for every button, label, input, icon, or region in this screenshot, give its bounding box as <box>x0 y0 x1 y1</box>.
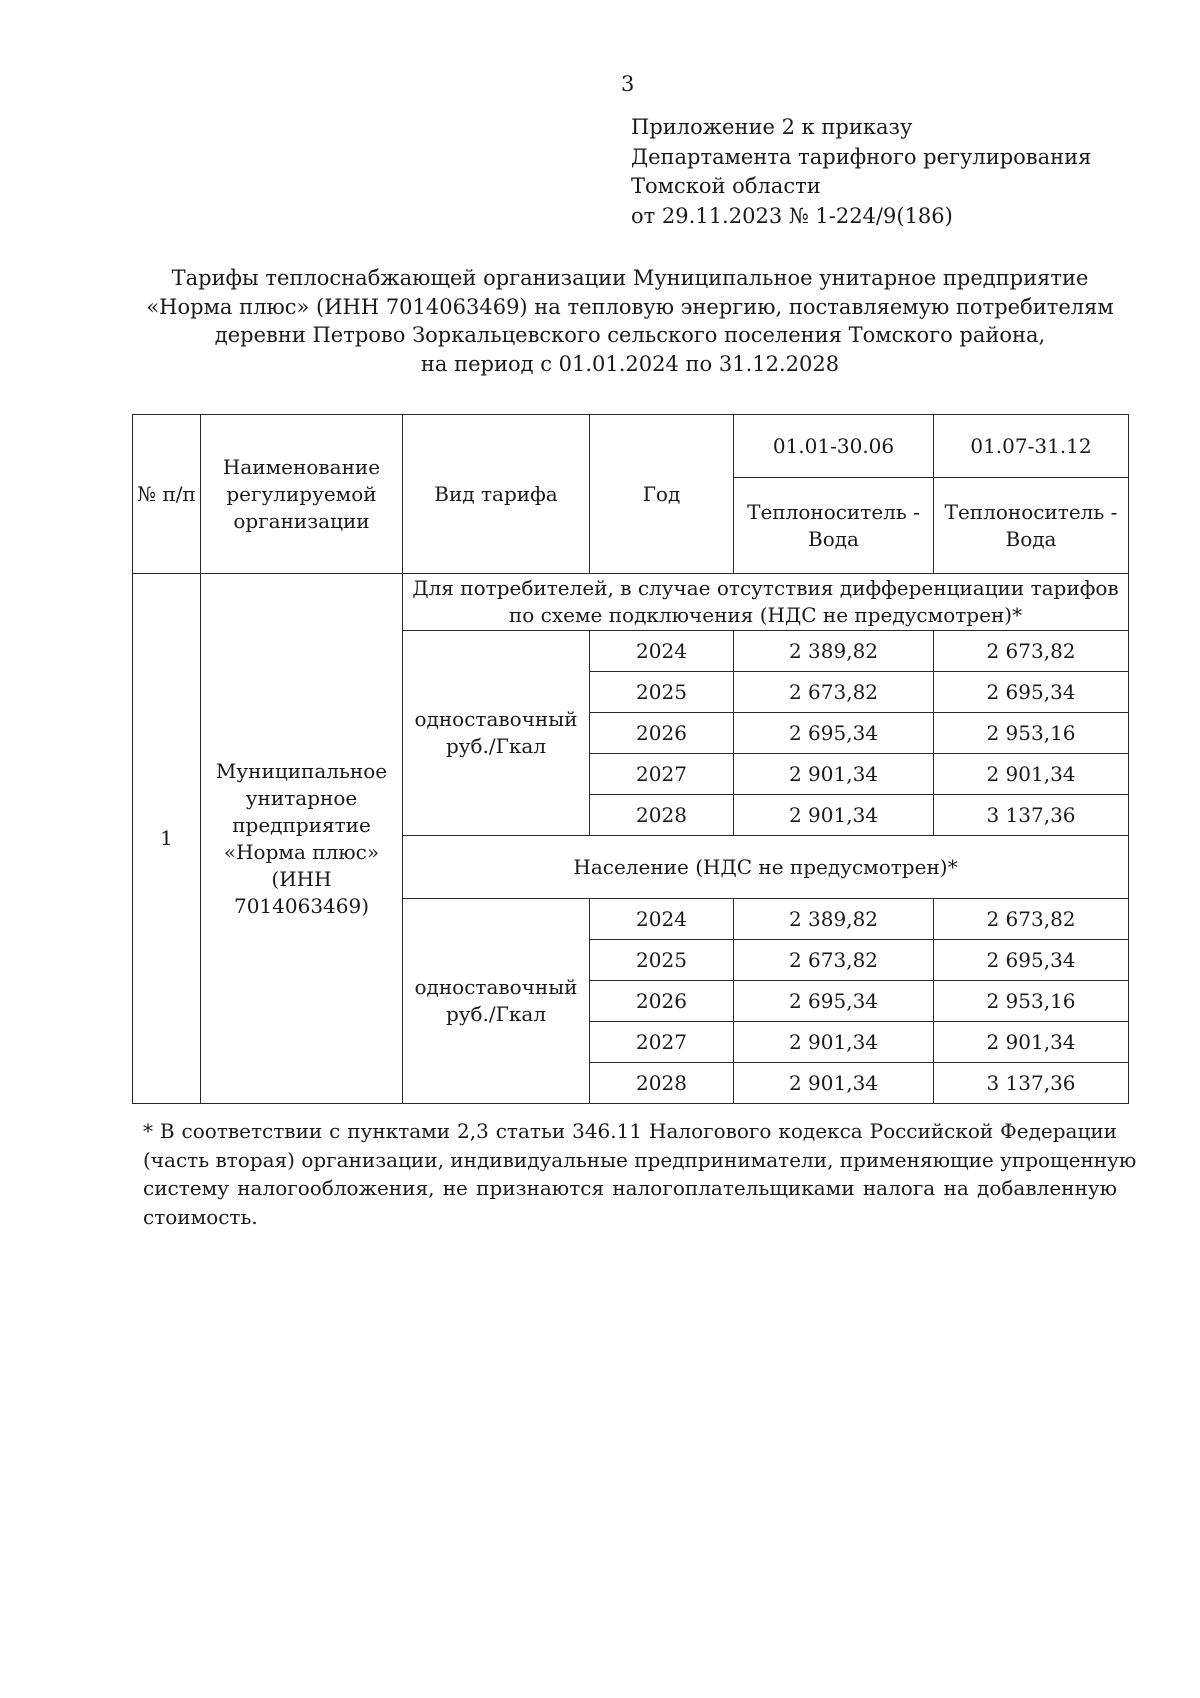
tariff-value-h1: 2 389,82 <box>734 631 934 672</box>
appendix-line: Приложение 2 к приказу <box>631 115 913 139</box>
year-cell: 2027 <box>590 1022 734 1063</box>
document-title <box>132 264 1128 378</box>
tariff-value-h2: 2 695,34 <box>934 672 1129 713</box>
year-cell: 2028 <box>590 1063 734 1104</box>
tariff-value-h2: 2 901,34 <box>934 754 1129 795</box>
tariff-value-h2: 3 137,36 <box>934 795 1129 836</box>
tariff-value-h1: 2 673,82 <box>734 940 934 981</box>
tariff-value-h1: 2 901,34 <box>734 1063 934 1104</box>
tariff-value-h1: 2 901,34 <box>734 754 934 795</box>
footnote-line: систему налогообложения, не признаются налогоплательщиками налога на добавленную <box>143 1176 1117 1200</box>
section-heading: Для потребителей, в случае отсутствия дифференциации тарифов по схеме подключения (НДС не предусмотрен)* <box>403 574 1129 631</box>
tariff-value-h1: 2 901,34 <box>734 795 934 836</box>
footnote-line: (часть вторая) организации, индивидуальные предприниматели, применяющие упрощенную <box>143 1147 1137 1172</box>
header-organization: Наименование регулируемой организации <box>201 415 403 574</box>
tariff-value-h2: 2 673,82 <box>934 631 1129 672</box>
footnote-line: * В соответствии с пунктами 2,3 статьи 346.11 Налогового кодекса Российской Федерации <box>143 1119 1117 1143</box>
header-carrier-1: Теплоноситель - Вода <box>734 478 934 574</box>
tariff-type-cell: одноставочный руб./Гкал <box>403 631 590 836</box>
title-line: «Норма плюс» (ИНН 7014063469) на тепловую энергию, поставляемую потребителям <box>146 294 1114 319</box>
tariff-value-h2: 2 953,16 <box>934 981 1129 1022</box>
year-cell: 2027 <box>590 754 734 795</box>
year-cell: 2028 <box>590 795 734 836</box>
section-heading: Население (НДС не предусмотрен)* <box>403 836 1129 899</box>
tariff-value-h2: 2 901,34 <box>934 1022 1129 1063</box>
title-line: деревни Петрово Зоркальцевского сельского поселения Томского района, <box>214 323 1046 347</box>
year-cell: 2025 <box>590 940 734 981</box>
header-tariff-type: Вид тарифа <box>403 415 590 574</box>
appendix-line: от 29.11.2023 № 1-224/9(186) <box>631 203 953 228</box>
page-number: 3 <box>621 72 635 96</box>
header-year: Год <box>590 415 734 574</box>
header-period-1: 01.01-30.06 <box>734 415 934 478</box>
tariff-value-h1: 2 901,34 <box>734 1022 934 1063</box>
organization-name: Муниципальное унитарное предприятие «Норма плюс» (ИНН 7014063469) <box>201 574 403 1104</box>
footnote <box>143 1117 1137 1231</box>
tariff-value-h2: 2 953,16 <box>934 713 1129 754</box>
header-carrier-2: Теплоноситель - Вода <box>934 478 1129 574</box>
year-cell: 2025 <box>590 672 734 713</box>
year-cell: 2024 <box>590 631 734 672</box>
footnote-line: стоимость. <box>143 1204 258 1229</box>
tariff-type-cell: одноставочный руб./Гкал <box>403 899 590 1104</box>
tariff-value-h1: 2 695,34 <box>734 713 934 754</box>
tariff-value-h1: 2 695,34 <box>734 981 934 1022</box>
tariff-value-h2: 3 137,36 <box>934 1063 1129 1104</box>
tariff-value-h2: 2 673,82 <box>934 899 1129 940</box>
title-line: на период с 01.01.2024 по 31.12.2028 <box>420 351 840 376</box>
tariff-value-h2: 2 695,34 <box>934 940 1129 981</box>
header-number: № п/п <box>133 415 201 574</box>
year-cell: 2026 <box>590 981 734 1022</box>
tariff-value-h1: 2 673,82 <box>734 672 934 713</box>
tariff-value-h1: 2 389,82 <box>734 899 934 940</box>
appendix-line: Томской области <box>631 174 821 198</box>
year-cell: 2026 <box>590 713 734 754</box>
appendix-line: Департамента тарифного регулирования <box>631 144 1092 169</box>
header-period-2: 01.07-31.12 <box>934 415 1129 478</box>
tariff-table <box>132 414 1129 1104</box>
year-cell: 2024 <box>590 899 734 940</box>
title-line: Тарифы теплоснабжающей организации Муниципальное унитарное предприятие <box>171 266 1089 290</box>
row-number: 1 <box>133 574 201 1104</box>
appendix-reference <box>631 113 1091 231</box>
